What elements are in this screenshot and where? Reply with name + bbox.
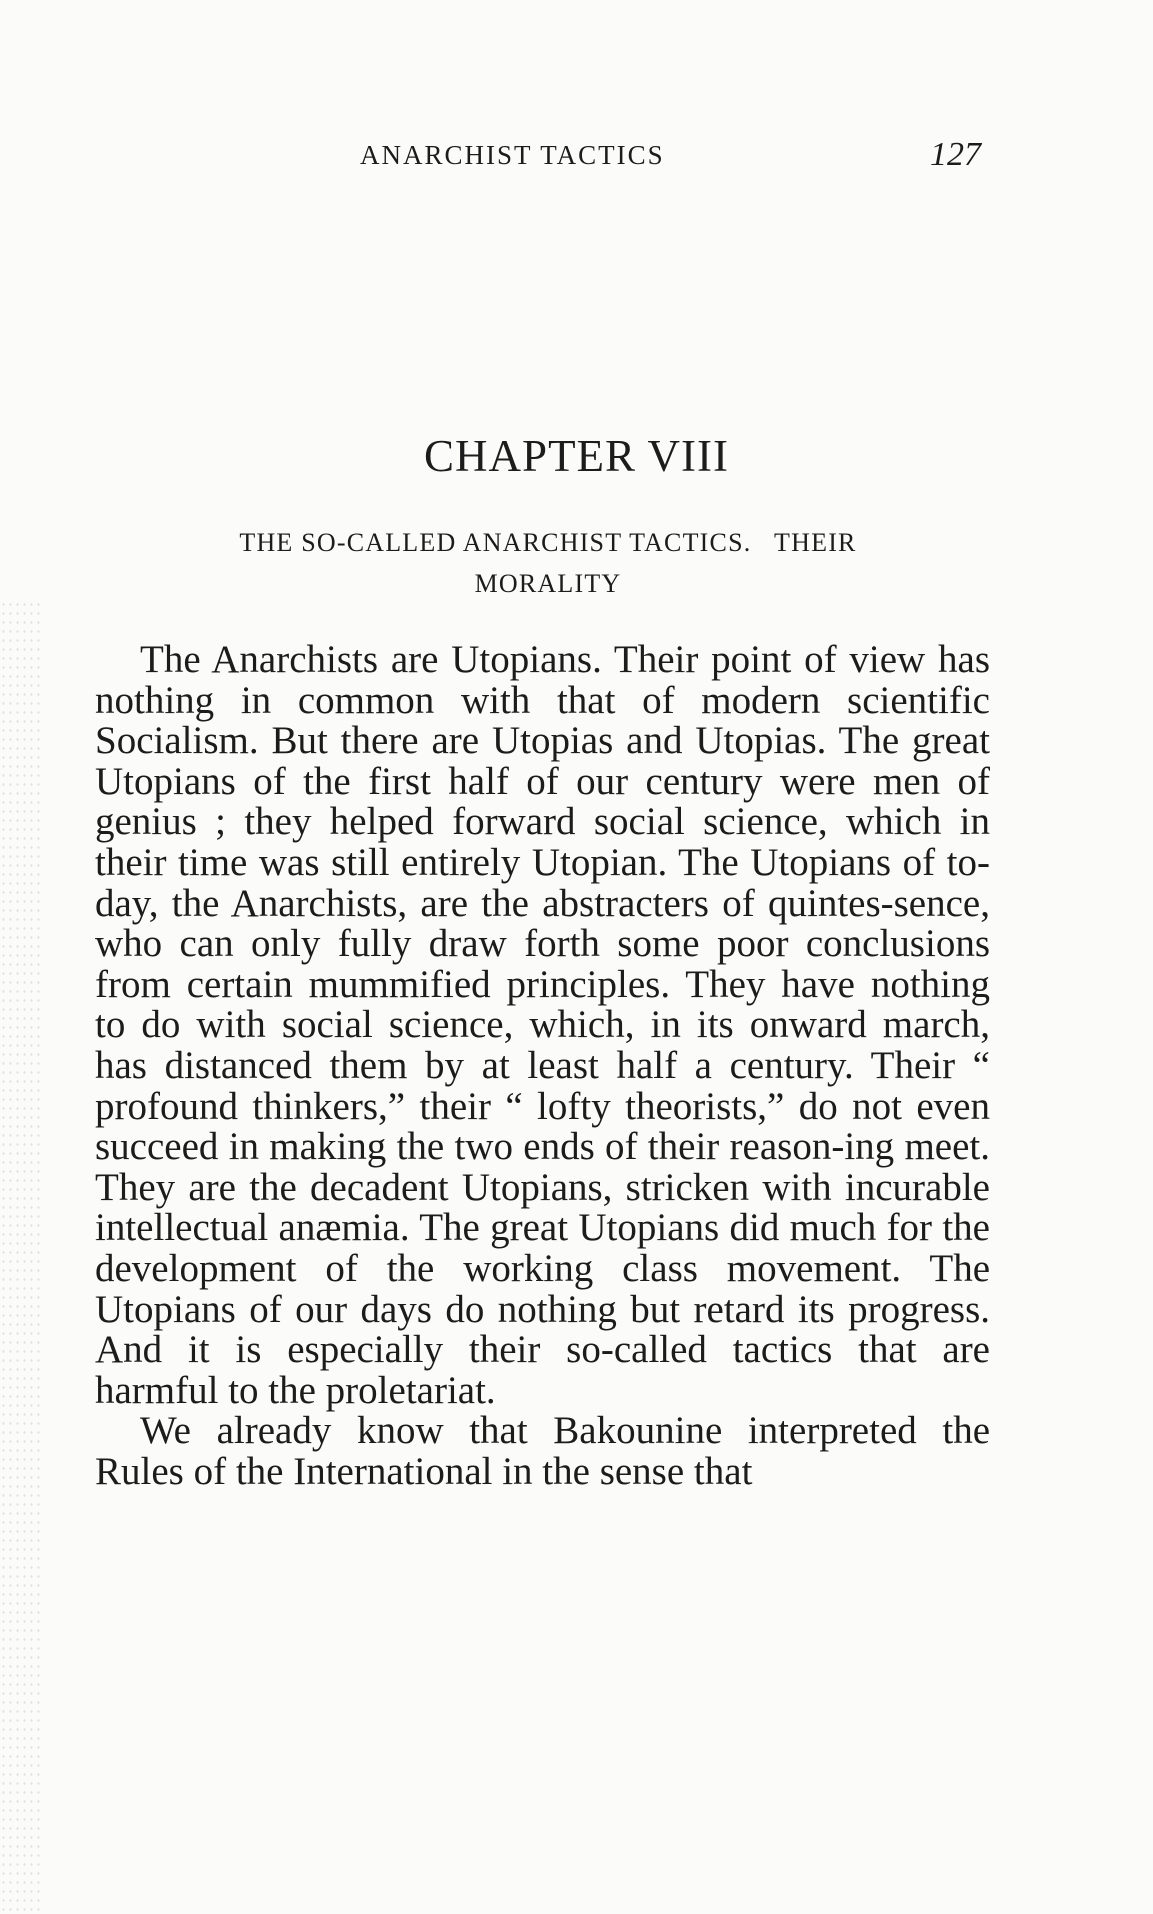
scan-edge-speckle (0, 600, 40, 1914)
body-text (95, 640, 990, 1492)
running-title: ANARCHIST TACTICS (360, 140, 665, 170)
chapter-subtitle (138, 522, 958, 604)
running-header (0, 136, 1153, 180)
page-number: 127 (930, 136, 981, 173)
chapter-title: CHAPTER VIII (424, 431, 729, 481)
paragraph: The Anarchists are Utopians. Their point of view has nothing in common with that of modern scientific Socialism. But there are Utopias and Utopias. The great Utopians of the first half of our century were men of genius ; they helped forward social science, which in their time was still entirely Utopian. The Utopians of to-day, the Anarchists, are the abstracters of quintes-sence, who can only fully draw forth some poor conclusions from certain mummified principles. They have nothing to do with social science, which, in its onward march, has distanced them by at least half a century. Their “ profound thinkers,” their “ lofty theorists,” do not even succeed in making the two ends of their reason-ing meet. They are the decadent Utopians, stricken with incurable intellectual anæmia. The great Utopians did much for the development of the working class movement. The Utopians of our days do nothing but retard its progress. And it is especially their so-called tactics that are harmful to the proletariat. (95, 638, 990, 1412)
chapter-subtitle-line-1: THE SO-CALLED ANARCHIST TACTICS. THEIR (239, 528, 857, 557)
paragraph: We already know that Bakounine interpreted the Rules of the International in the sense that (95, 1409, 990, 1493)
chapter-subtitle-line-2: MORALITY (474, 569, 622, 598)
